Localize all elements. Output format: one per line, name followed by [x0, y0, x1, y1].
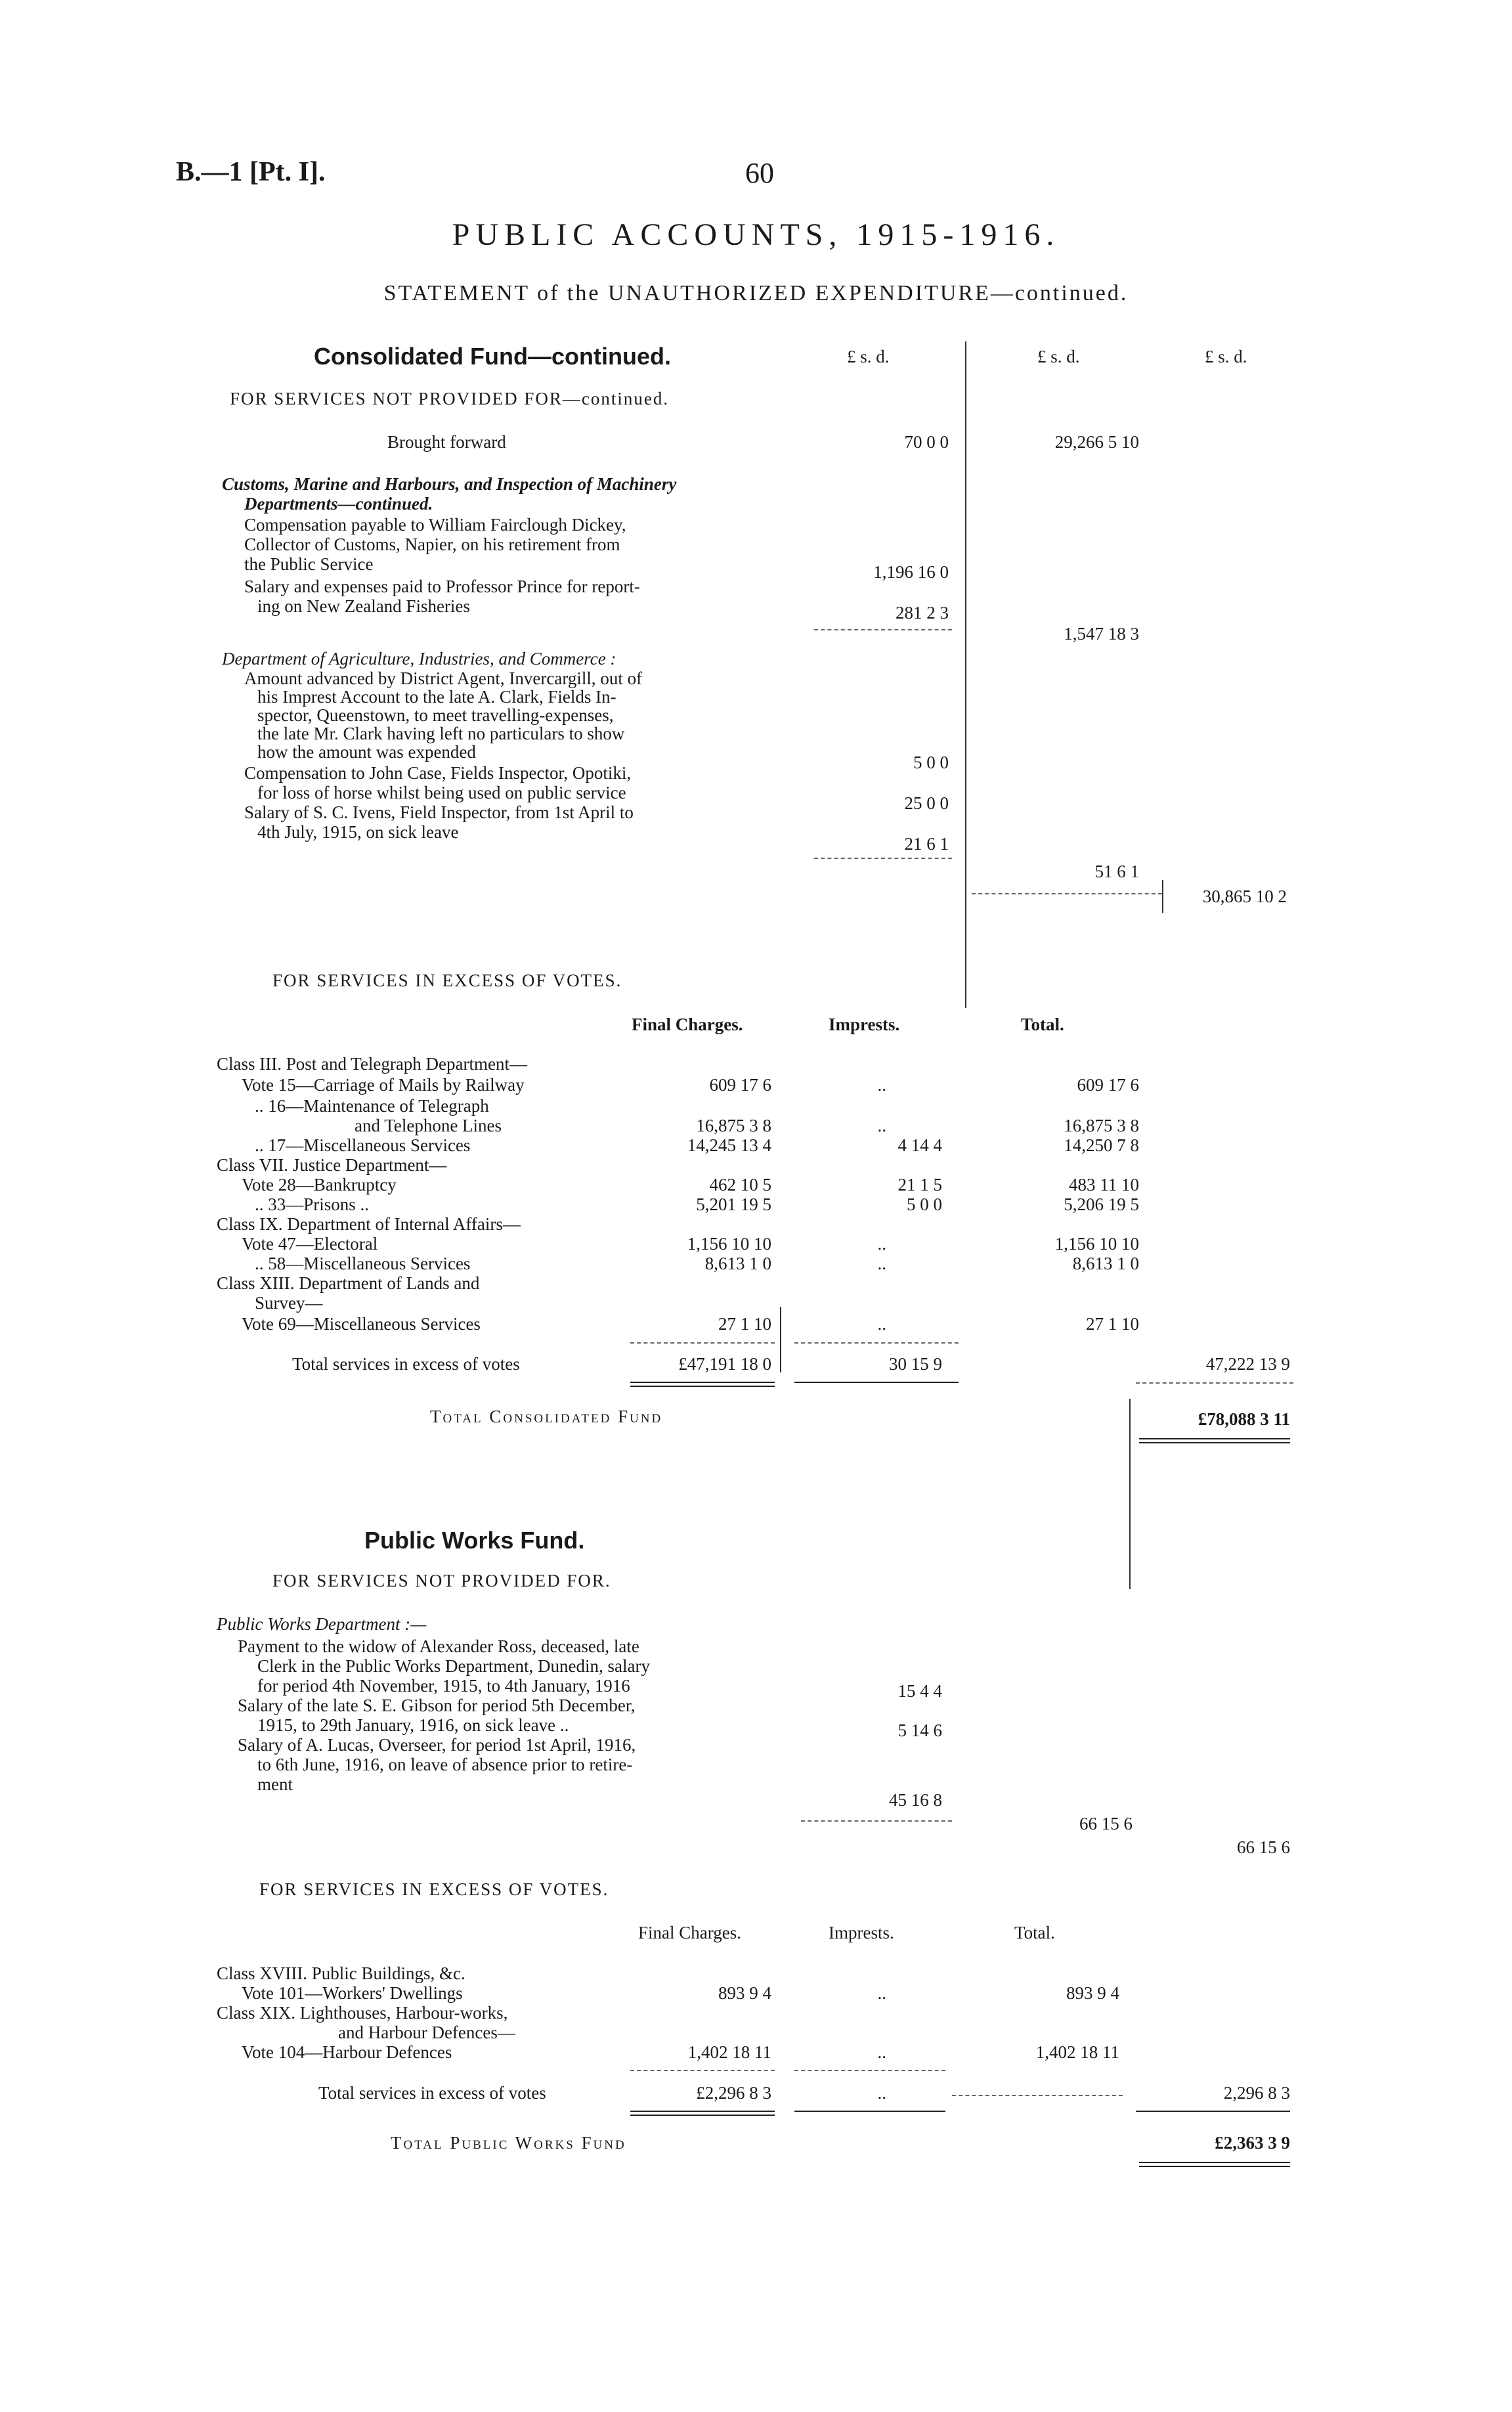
rule [814, 629, 952, 630]
table-row: Class XVIII. Public Buildings, &c. [217, 1963, 465, 1983]
imprest: 21 1 5 [897, 1175, 942, 1195]
agriculture-item-1-line-5: how the amount was expended [257, 742, 476, 762]
final-charge: 1,402 18 11 [687, 2042, 771, 2062]
rule [801, 1820, 952, 1822]
table-row: Survey— [255, 1293, 323, 1313]
pw-not-provided-heading: FOR SERVICES NOT PROVIDED FOR. [272, 1571, 611, 1590]
final-charge: 16,875 3 8 [696, 1116, 771, 1135]
table-row: and Telephone Lines [355, 1116, 502, 1135]
pw-total-label: Total Public Works Fund [391, 2133, 626, 2153]
rule [794, 1342, 959, 1344]
pw-excess-total-label: Total services in excess of votes [318, 2083, 546, 2103]
pw-item-3-line-2: to 6th June, 1916, on leave of absence prior to retire- [257, 1755, 633, 1774]
col-head-3: £ s. d. [1205, 347, 1247, 366]
excess-total-imprest: 30 15 9 [889, 1354, 942, 1374]
final-charge: 8,613 1 0 [704, 1254, 771, 1273]
excess-heading: FOR SERVICES IN EXCESS OF VOTES. [272, 971, 622, 990]
consolidated-fund-total: £78,088 3 11 [1198, 1409, 1290, 1429]
agriculture-heading: Department of Agriculture, Industries, and Commerce : [222, 649, 616, 669]
page-title: PUBLIC ACCOUNTS, 1915-1916. [452, 217, 1060, 252]
rule [1136, 1382, 1293, 1384]
total: 14,250 7 8 [1064, 1135, 1139, 1155]
final-charge: 893 9 4 [718, 1983, 771, 2003]
brought-forward-label: Brought forward [387, 432, 506, 452]
rule [630, 1386, 775, 1387]
table-row: Vote 104—Harbour Defences [242, 2042, 452, 2062]
rule [1136, 2111, 1290, 2112]
pw-excess-heading: FOR SERVICES IN EXCESS OF VOTES. [259, 1879, 609, 1899]
rule [1129, 1399, 1131, 1589]
pw-item-2-amount: 5 14 6 [897, 1721, 942, 1740]
agriculture-subtotal: 51 6 1 [1094, 862, 1139, 881]
excess-total-label: Total services in excess of votes [292, 1354, 520, 1374]
rule [630, 2111, 775, 2112]
page-subtitle: STATEMENT of the UNAUTHORIZED EXPENDITURE—continued. [383, 281, 1129, 305]
table-row: Vote 101—Workers' Dwellings [242, 1983, 463, 2003]
agriculture-item-2-line-2: for loss of horse whilst being used on public service [257, 783, 626, 802]
total: 893 9 4 [1066, 1983, 1119, 2003]
pw-item-1-amount: 15 4 4 [897, 1681, 942, 1701]
pw-item-2-line-2: 1915, to 29th January, 1916, on sick leave .. [257, 1715, 569, 1735]
agriculture-item-1-line-1: Amount advanced by District Agent, Invercargill, out of [244, 669, 643, 688]
rule [1139, 2162, 1290, 2163]
rule [794, 1382, 959, 1383]
customs-item-1-line-1: Compensation payable to William Fairclough Dickey, [244, 515, 626, 535]
rule [794, 2070, 945, 2071]
agriculture-item-2-amount: 25 0 0 [904, 793, 949, 813]
table-row: .. 33—Prisons .. [255, 1195, 370, 1214]
pw-excess-col-final: Final Charges. [638, 1923, 741, 1942]
table-row: Vote 15—Carriage of Mails by Railway [242, 1075, 525, 1095]
table-row: Class III. Post and Telegraph Department— [217, 1054, 528, 1074]
consolidated-total-label: Total Consolidated Fund [430, 1407, 663, 1426]
final-charge: 1,156 10 10 [687, 1234, 771, 1254]
final-charge: 14,245 13 4 [687, 1135, 771, 1155]
final-charge: 609 17 6 [709, 1075, 771, 1095]
table-row: .. 17—Miscellaneous Services [255, 1135, 471, 1155]
col-head-2: £ s. d. [1037, 347, 1080, 366]
agriculture-item-3-line-1: Salary of S. C. Ivens, Field Inspector, from 1st April to [244, 802, 634, 822]
total: 483 11 10 [1069, 1175, 1139, 1195]
brought-forward-col1: 70 0 0 [904, 432, 949, 452]
total: 1,402 18 11 [1035, 2042, 1119, 2062]
final-charge: 27 1 10 [718, 1314, 771, 1334]
imprest: .. [877, 1254, 886, 1273]
rule [1139, 1438, 1290, 1439]
imprest: .. [877, 1116, 886, 1135]
customs-item-2-amount: 281 2 3 [896, 603, 949, 623]
agriculture-item-3-amount: 21 6 1 [904, 834, 949, 854]
pw-item-1-line-1: Payment to the widow of Alexander Ross, deceased, late [238, 1636, 639, 1656]
agriculture-item-3-line-2: 4th July, 1915, on sick leave [257, 822, 459, 842]
rule [630, 1342, 775, 1344]
total: 609 17 6 [1077, 1075, 1139, 1095]
agriculture-item-2-line-1: Compensation to John Case, Fields Inspector, Opotiki, [244, 763, 632, 783]
pw-item-1-line-3: for period 4th November, 1915, to 4th January, 1916 [257, 1676, 630, 1696]
not-provided-total: 30,865 10 2 [1202, 887, 1287, 906]
table-row: Vote 47—Electoral [242, 1234, 378, 1254]
pw-excess-total-total: 2,296 8 3 [1223, 2083, 1290, 2103]
imprest: .. [877, 1983, 886, 2003]
total: 16,875 3 8 [1064, 1116, 1139, 1135]
table-row: .. 16—Maintenance of Telegraph [255, 1096, 489, 1116]
not-provided-heading: FOR SERVICES NOT PROVIDED FOR—continued. [230, 389, 670, 408]
public-works-heading: Public Works Fund. [364, 1527, 585, 1554]
pw-subtotal: 66 15 6 [1079, 1814, 1133, 1833]
brought-forward-col2: 29,266 5 10 [1054, 432, 1139, 452]
agriculture-item-1-line-4: the late Mr. Clark having left no particulars to show [257, 724, 625, 743]
pw-excess-col-total: Total. [1014, 1923, 1055, 1942]
table-row: Class VII. Justice Department— [217, 1155, 447, 1175]
imprest: .. [877, 1234, 886, 1254]
pw-item-3-line-3: ment [257, 1774, 293, 1794]
rule [1139, 2166, 1290, 2167]
excess-col-imprests: Imprests. [829, 1015, 900, 1034]
pw-excess-total-final: £2,296 8 3 [696, 2083, 771, 2103]
rule [630, 1382, 775, 1383]
rule [780, 1307, 781, 1372]
pw-not-provided-total: 66 15 6 [1237, 1837, 1290, 1857]
customs-item-1-line-3: the Public Service [244, 554, 374, 574]
rule [952, 2095, 1123, 2096]
pw-item-3-amount: 45 16 8 [889, 1790, 942, 1810]
table-row: and Harbour Defences— [338, 2023, 515, 2042]
rule [814, 858, 952, 859]
final-charge: 462 10 5 [709, 1175, 771, 1195]
pw-item-2-line-1: Salary of the late S. E. Gibson for period 5th December, [238, 1696, 636, 1715]
excess-col-final: Final Charges. [632, 1015, 743, 1034]
table-row: Class XIX. Lighthouses, Harbour-works, [217, 2003, 508, 2023]
rule [1139, 1442, 1290, 1443]
customs-heading-2: Departments—continued. [244, 494, 433, 514]
customs-item-1-amount: 1,196 16 0 [873, 562, 949, 582]
excess-total-total: 47,222 13 9 [1205, 1354, 1290, 1374]
table-row: Class XIII. Department of Lands and [217, 1273, 480, 1293]
imprest: .. [877, 1075, 886, 1095]
rule [630, 2070, 775, 2071]
pw-item-3-line-1: Salary of A. Lucas, Overseer, for period 1st April, 1916, [238, 1735, 636, 1755]
total: 5,206 19 5 [1064, 1195, 1139, 1214]
pw-excess-total-imprest: .. [877, 2083, 886, 2103]
customs-item-1-line-2: Collector of Customs, Napier, on his retirement from [244, 535, 620, 554]
page-number: 60 [745, 157, 774, 189]
column-rule [965, 341, 966, 1008]
col-head-1: £ s. d. [847, 347, 890, 366]
table-row: Vote 28—Bankruptcy [242, 1175, 397, 1195]
customs-item-2-line-2: ing on New Zealand Fisheries [257, 596, 470, 616]
agriculture-item-1-line-2: his Imprest Account to the late A. Clark, Fields In- [257, 687, 616, 707]
total: 8,613 1 0 [1072, 1254, 1139, 1273]
imprest: 4 14 4 [897, 1135, 942, 1155]
final-charge: 5,201 19 5 [696, 1195, 771, 1214]
total: 27 1 10 [1086, 1314, 1139, 1334]
imprest: .. [877, 2042, 886, 2062]
document-reference: B.—1 [Pt. I]. [176, 157, 326, 187]
rule [794, 2111, 945, 2112]
rule [630, 2115, 775, 2116]
customs-item-2-line-1: Salary and expenses paid to Professor Prince for report- [244, 577, 640, 596]
public-works-fund-total: £2,363 3 9 [1215, 2133, 1290, 2153]
total: 1,156 10 10 [1054, 1234, 1139, 1254]
table-row: .. 58—Miscellaneous Services [255, 1254, 471, 1273]
excess-col-total: Total. [1021, 1015, 1064, 1034]
agriculture-item-1-amount: 5 0 0 [913, 753, 949, 772]
table-row: Class IX. Department of Internal Affairs— [217, 1214, 521, 1234]
rule [972, 893, 1162, 894]
consolidated-fund-heading: Consolidated Fund—continued. [314, 343, 671, 370]
customs-subtotal: 1,547 18 3 [1064, 624, 1139, 644]
table-row: Vote 69—Miscellaneous Services [242, 1314, 481, 1334]
excess-total-final: £47,191 18 0 [678, 1354, 771, 1374]
pw-excess-col-imprests: Imprests. [829, 1923, 894, 1942]
pw-dept-heading: Public Works Department :— [217, 1614, 427, 1634]
imprest: .. [877, 1314, 886, 1334]
agriculture-item-1-line-3: spector, Queenstown, to meet travelling-expenses, [257, 705, 614, 725]
pw-item-1-line-2: Clerk in the Public Works Department, Dunedin, salary [257, 1656, 650, 1676]
customs-heading-1: Customs, Marine and Harbours, and Inspection of Machinery [222, 474, 677, 494]
imprest: 5 0 0 [907, 1195, 942, 1214]
